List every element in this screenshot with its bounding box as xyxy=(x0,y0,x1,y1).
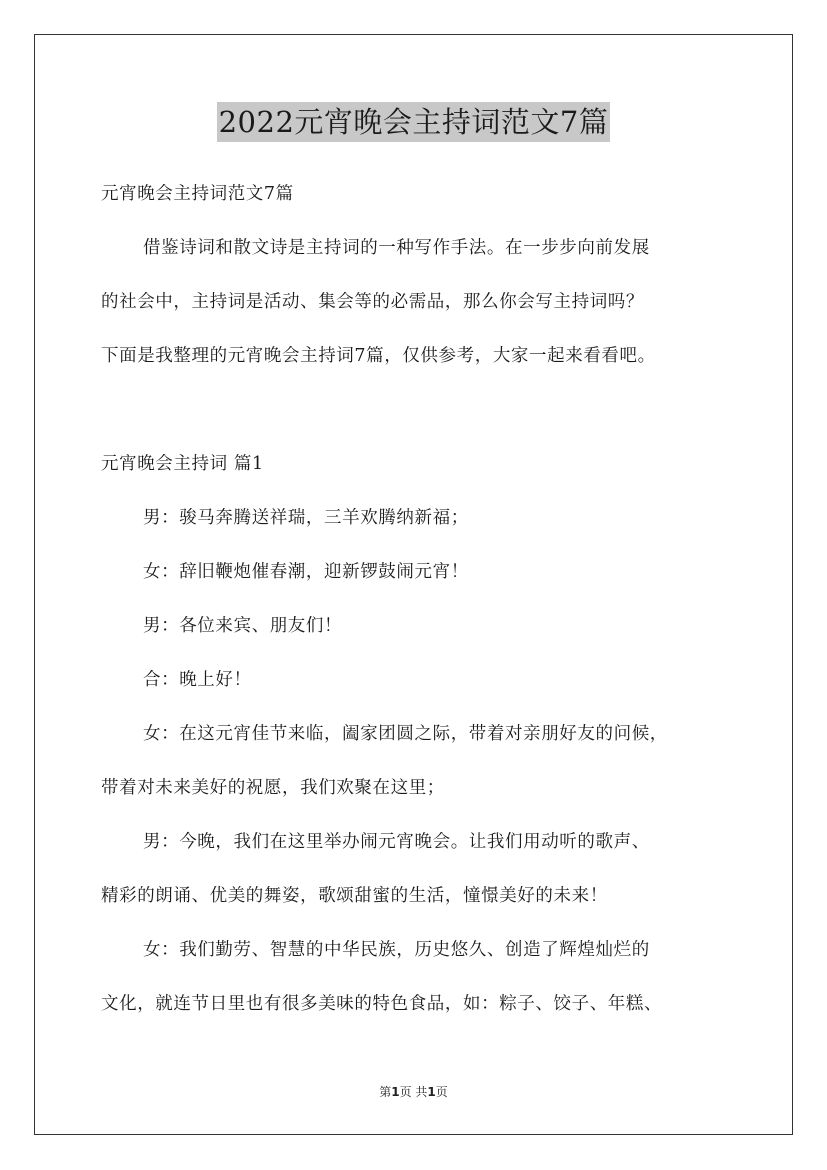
body-line: 女：在这元宵佳节来临，阖家团圆之际，带着对亲朋好友的问候， xyxy=(143,724,668,744)
footer-prefix: 第 xyxy=(379,1085,392,1099)
blank-line xyxy=(101,388,741,442)
body-line: 男：今晚，我们在这里举办闹元宵晚会。让我们用动听的歌声、 xyxy=(143,832,650,852)
body-line: 文化，就连节日里也有很多美味的特色食品，如：粽子、饺子、年糕、 xyxy=(101,994,663,1014)
section-heading: 元宵晚会主持词 篇1 xyxy=(101,454,264,474)
body-line: 带着对未来美好的祝愿，我们欢聚在这里； xyxy=(101,778,445,798)
title-area xyxy=(0,102,827,142)
body-line: 女：辞旧鞭炮催春潮，迎新锣鼓闹元宵！ xyxy=(143,562,469,582)
page-footer xyxy=(0,1083,827,1100)
footer-page-number: 1 xyxy=(391,1085,400,1099)
subtitle: 元宵晚会主持词范文7篇 xyxy=(101,184,294,204)
body-line: 男：骏马奔腾送祥瑞，三羊欢腾纳新福； xyxy=(143,508,469,528)
body-line: 精彩的朗诵、优美的舞姿，歌颂甜蜜的生活，憧憬美好的未来！ xyxy=(101,886,608,906)
body-line: 女：我们勤劳、智慧的中华民族，历史悠久、创造了辉煌灿烂的 xyxy=(143,940,650,960)
intro-line: 借鉴诗词和散文诗是主持词的一种写作手法。在一步步向前发展 xyxy=(143,238,650,258)
intro-line: 下面是我整理的元宵晚会主持词7篇，仅供参考，大家一起来看看吧。 xyxy=(101,346,656,366)
footer-suffix: 页 xyxy=(435,1085,448,1099)
footer-total-pages: 1 xyxy=(427,1085,436,1099)
body-line: 合：晚上好！ xyxy=(143,670,252,690)
document-body xyxy=(101,172,741,1036)
footer-mid: 页 共 xyxy=(399,1085,428,1099)
document-title: 2022元宵晚会主持词范文7篇 xyxy=(217,102,611,142)
intro-line: 的社会中，主持词是活动、集会等的必需品，那么你会写主持词吗？ xyxy=(101,292,644,312)
body-line: 男：各位来宾、朋友们！ xyxy=(143,616,343,636)
